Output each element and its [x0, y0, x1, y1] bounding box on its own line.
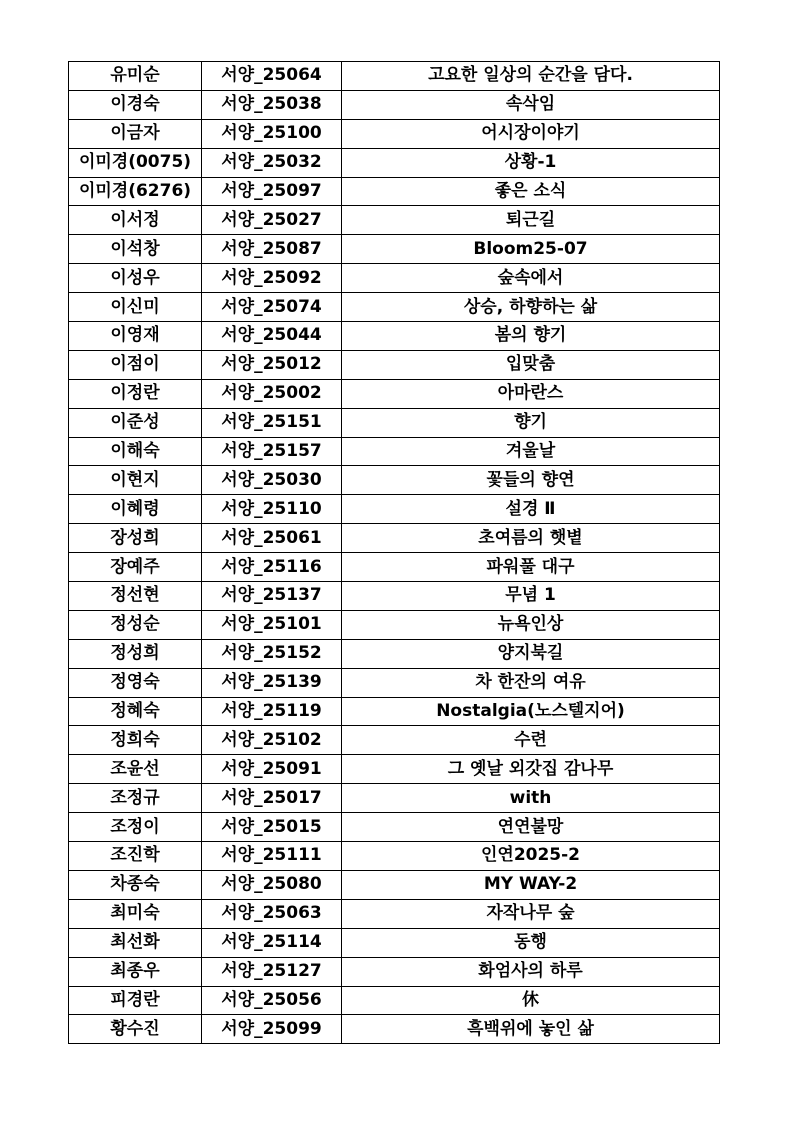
- entry-code-cell: 서양_25030: [202, 466, 342, 495]
- artwork-title-cell: 초여름의 햇볕: [342, 524, 720, 553]
- artist-name-cell: 이신미: [69, 293, 202, 322]
- entry-code-cell: 서양_25012: [202, 350, 342, 379]
- artist-name-cell: 이성우: [69, 264, 202, 293]
- artist-name-cell: 이미경(0075): [69, 148, 202, 177]
- entry-code-cell: 서양_25127: [202, 957, 342, 986]
- entry-code-cell: 서양_25099: [202, 1015, 342, 1044]
- artwork-title-cell: 겨울날: [342, 437, 720, 466]
- table-row: [69, 177, 720, 206]
- table-row: [69, 437, 720, 466]
- artist-name-cell: 조정이: [69, 813, 202, 842]
- artwork-title-cell: 봄의 향기: [342, 322, 720, 351]
- entry-code-cell: 서양_25015: [202, 813, 342, 842]
- table-row: [69, 495, 720, 524]
- entry-table-body: [69, 62, 720, 1044]
- entry-table: [68, 61, 720, 1044]
- artwork-title-cell: 파워풀 대구: [342, 553, 720, 582]
- artist-name-cell: 정성순: [69, 610, 202, 639]
- table-row: [69, 293, 720, 322]
- artwork-title-cell: 무념 1: [342, 582, 720, 611]
- artwork-title-cell: 뉴욕인상: [342, 610, 720, 639]
- entry-code-cell: 서양_25114: [202, 928, 342, 957]
- table-row: [69, 668, 720, 697]
- artist-name-cell: 정혜숙: [69, 697, 202, 726]
- table-row: [69, 639, 720, 668]
- artist-name-cell: 이금자: [69, 119, 202, 148]
- entry-code-cell: 서양_25044: [202, 322, 342, 351]
- artist-name-cell: 이현지: [69, 466, 202, 495]
- artist-name-cell: 이서정: [69, 206, 202, 235]
- entry-code-cell: 서양_25139: [202, 668, 342, 697]
- table-row: [69, 62, 720, 91]
- entry-code-cell: 서양_25087: [202, 235, 342, 264]
- table-row: [69, 90, 720, 119]
- entry-code-cell: 서양_25064: [202, 62, 342, 91]
- artist-name-cell: 정희숙: [69, 726, 202, 755]
- artwork-title-cell: 休: [342, 986, 720, 1015]
- artwork-title-cell: 어시장이야기: [342, 119, 720, 148]
- entry-code-cell: 서양_25061: [202, 524, 342, 553]
- entry-code-cell: 서양_25111: [202, 842, 342, 871]
- table-row: [69, 813, 720, 842]
- table-row: [69, 322, 720, 351]
- artwork-title-cell: 그 옛날 외갓집 감나무: [342, 755, 720, 784]
- table-row: [69, 206, 720, 235]
- artist-name-cell: 장성희: [69, 524, 202, 553]
- table-row: [69, 379, 720, 408]
- entry-code-cell: 서양_25063: [202, 899, 342, 928]
- table-row: [69, 697, 720, 726]
- entry-code-cell: 서양_25157: [202, 437, 342, 466]
- artist-name-cell: 이해숙: [69, 437, 202, 466]
- artwork-title-cell: 아마란스: [342, 379, 720, 408]
- table-row: [69, 899, 720, 928]
- entry-code-cell: 서양_25102: [202, 726, 342, 755]
- artwork-title-cell: 꽃들의 향연: [342, 466, 720, 495]
- artwork-title-cell: with: [342, 784, 720, 813]
- artwork-title-cell: 흑백위에 놓인 삶: [342, 1015, 720, 1044]
- table-row: [69, 957, 720, 986]
- artist-name-cell: 조진학: [69, 842, 202, 871]
- table-row: [69, 582, 720, 611]
- artwork-title-cell: 양지북길: [342, 639, 720, 668]
- table-row: [69, 928, 720, 957]
- artwork-title-cell: 연연불망: [342, 813, 720, 842]
- artist-name-cell: 유미순: [69, 62, 202, 91]
- artist-name-cell: 이점이: [69, 350, 202, 379]
- artist-name-cell: 차종숙: [69, 870, 202, 899]
- entry-code-cell: 서양_25119: [202, 697, 342, 726]
- artist-name-cell: 장예주: [69, 553, 202, 582]
- entry-code-cell: 서양_25032: [202, 148, 342, 177]
- artist-name-cell: 정영숙: [69, 668, 202, 697]
- table-row: [69, 350, 720, 379]
- artist-name-cell: 최선화: [69, 928, 202, 957]
- artist-name-cell: 최미숙: [69, 899, 202, 928]
- entry-code-cell: 서양_25097: [202, 177, 342, 206]
- entry-code-cell: 서양_25137: [202, 582, 342, 611]
- artist-name-cell: 이혜령: [69, 495, 202, 524]
- artist-name-cell: 피경란: [69, 986, 202, 1015]
- table-row: [69, 235, 720, 264]
- table-row: [69, 842, 720, 871]
- table-row: [69, 524, 720, 553]
- table-row: [69, 726, 720, 755]
- entry-code-cell: 서양_25017: [202, 784, 342, 813]
- artist-name-cell: 정성희: [69, 639, 202, 668]
- artwork-title-cell: 자작나무 숲: [342, 899, 720, 928]
- entry-code-cell: 서양_25027: [202, 206, 342, 235]
- entry-code-cell: 서양_25080: [202, 870, 342, 899]
- entry-code-cell: 서양_25100: [202, 119, 342, 148]
- entry-code-cell: 서양_25056: [202, 986, 342, 1015]
- artist-name-cell: 이경숙: [69, 90, 202, 119]
- entry-code-cell: 서양_25152: [202, 639, 342, 668]
- artist-name-cell: 황수진: [69, 1015, 202, 1044]
- artist-name-cell: 이미경(6276): [69, 177, 202, 206]
- artwork-title-cell: 화엄사의 하루: [342, 957, 720, 986]
- artist-name-cell: 정선현: [69, 582, 202, 611]
- entry-code-cell: 서양_25116: [202, 553, 342, 582]
- artwork-title-cell: 동행: [342, 928, 720, 957]
- artwork-title-cell: 설경 Ⅱ: [342, 495, 720, 524]
- artwork-title-cell: Nostalgia(노스텔지어): [342, 697, 720, 726]
- entry-code-cell: 서양_25002: [202, 379, 342, 408]
- artwork-title-cell: 숲속에서: [342, 264, 720, 293]
- entry-code-cell: 서양_25110: [202, 495, 342, 524]
- artwork-title-cell: 퇴근길: [342, 206, 720, 235]
- table-row: [69, 755, 720, 784]
- artwork-title-cell: 차 한잔의 여유: [342, 668, 720, 697]
- artwork-title-cell: 입맞춤: [342, 350, 720, 379]
- table-row: [69, 264, 720, 293]
- artwork-title-cell: 속삭임: [342, 90, 720, 119]
- table-row: [69, 408, 720, 437]
- artwork-title-cell: MY WAY-2: [342, 870, 720, 899]
- table-row: [69, 1015, 720, 1044]
- artwork-title-cell: 고요한 일상의 순간을 담다.: [342, 62, 720, 91]
- artwork-title-cell: 상황-1: [342, 148, 720, 177]
- entry-code-cell: 서양_25151: [202, 408, 342, 437]
- entry-code-cell: 서양_25101: [202, 610, 342, 639]
- artist-name-cell: 이정란: [69, 379, 202, 408]
- entry-code-cell: 서양_25092: [202, 264, 342, 293]
- artist-name-cell: 이영재: [69, 322, 202, 351]
- artist-name-cell: 이석창: [69, 235, 202, 264]
- entry-code-cell: 서양_25091: [202, 755, 342, 784]
- artist-name-cell: 이준성: [69, 408, 202, 437]
- artwork-title-cell: Bloom25-07: [342, 235, 720, 264]
- entry-code-cell: 서양_25074: [202, 293, 342, 322]
- table-row: [69, 466, 720, 495]
- table-row: [69, 610, 720, 639]
- table-row: [69, 148, 720, 177]
- artwork-title-cell: 상승, 하향하는 삶: [342, 293, 720, 322]
- table-row: [69, 784, 720, 813]
- artwork-title-cell: 수련: [342, 726, 720, 755]
- artist-name-cell: 조윤선: [69, 755, 202, 784]
- table-row: [69, 553, 720, 582]
- table-row: [69, 986, 720, 1015]
- artwork-title-cell: 좋은 소식: [342, 177, 720, 206]
- entry-code-cell: 서양_25038: [202, 90, 342, 119]
- artist-name-cell: 최종우: [69, 957, 202, 986]
- artwork-title-cell: 인연2025-2: [342, 842, 720, 871]
- artist-name-cell: 조정규: [69, 784, 202, 813]
- table-row: [69, 119, 720, 148]
- table-row: [69, 870, 720, 899]
- artwork-title-cell: 향기: [342, 408, 720, 437]
